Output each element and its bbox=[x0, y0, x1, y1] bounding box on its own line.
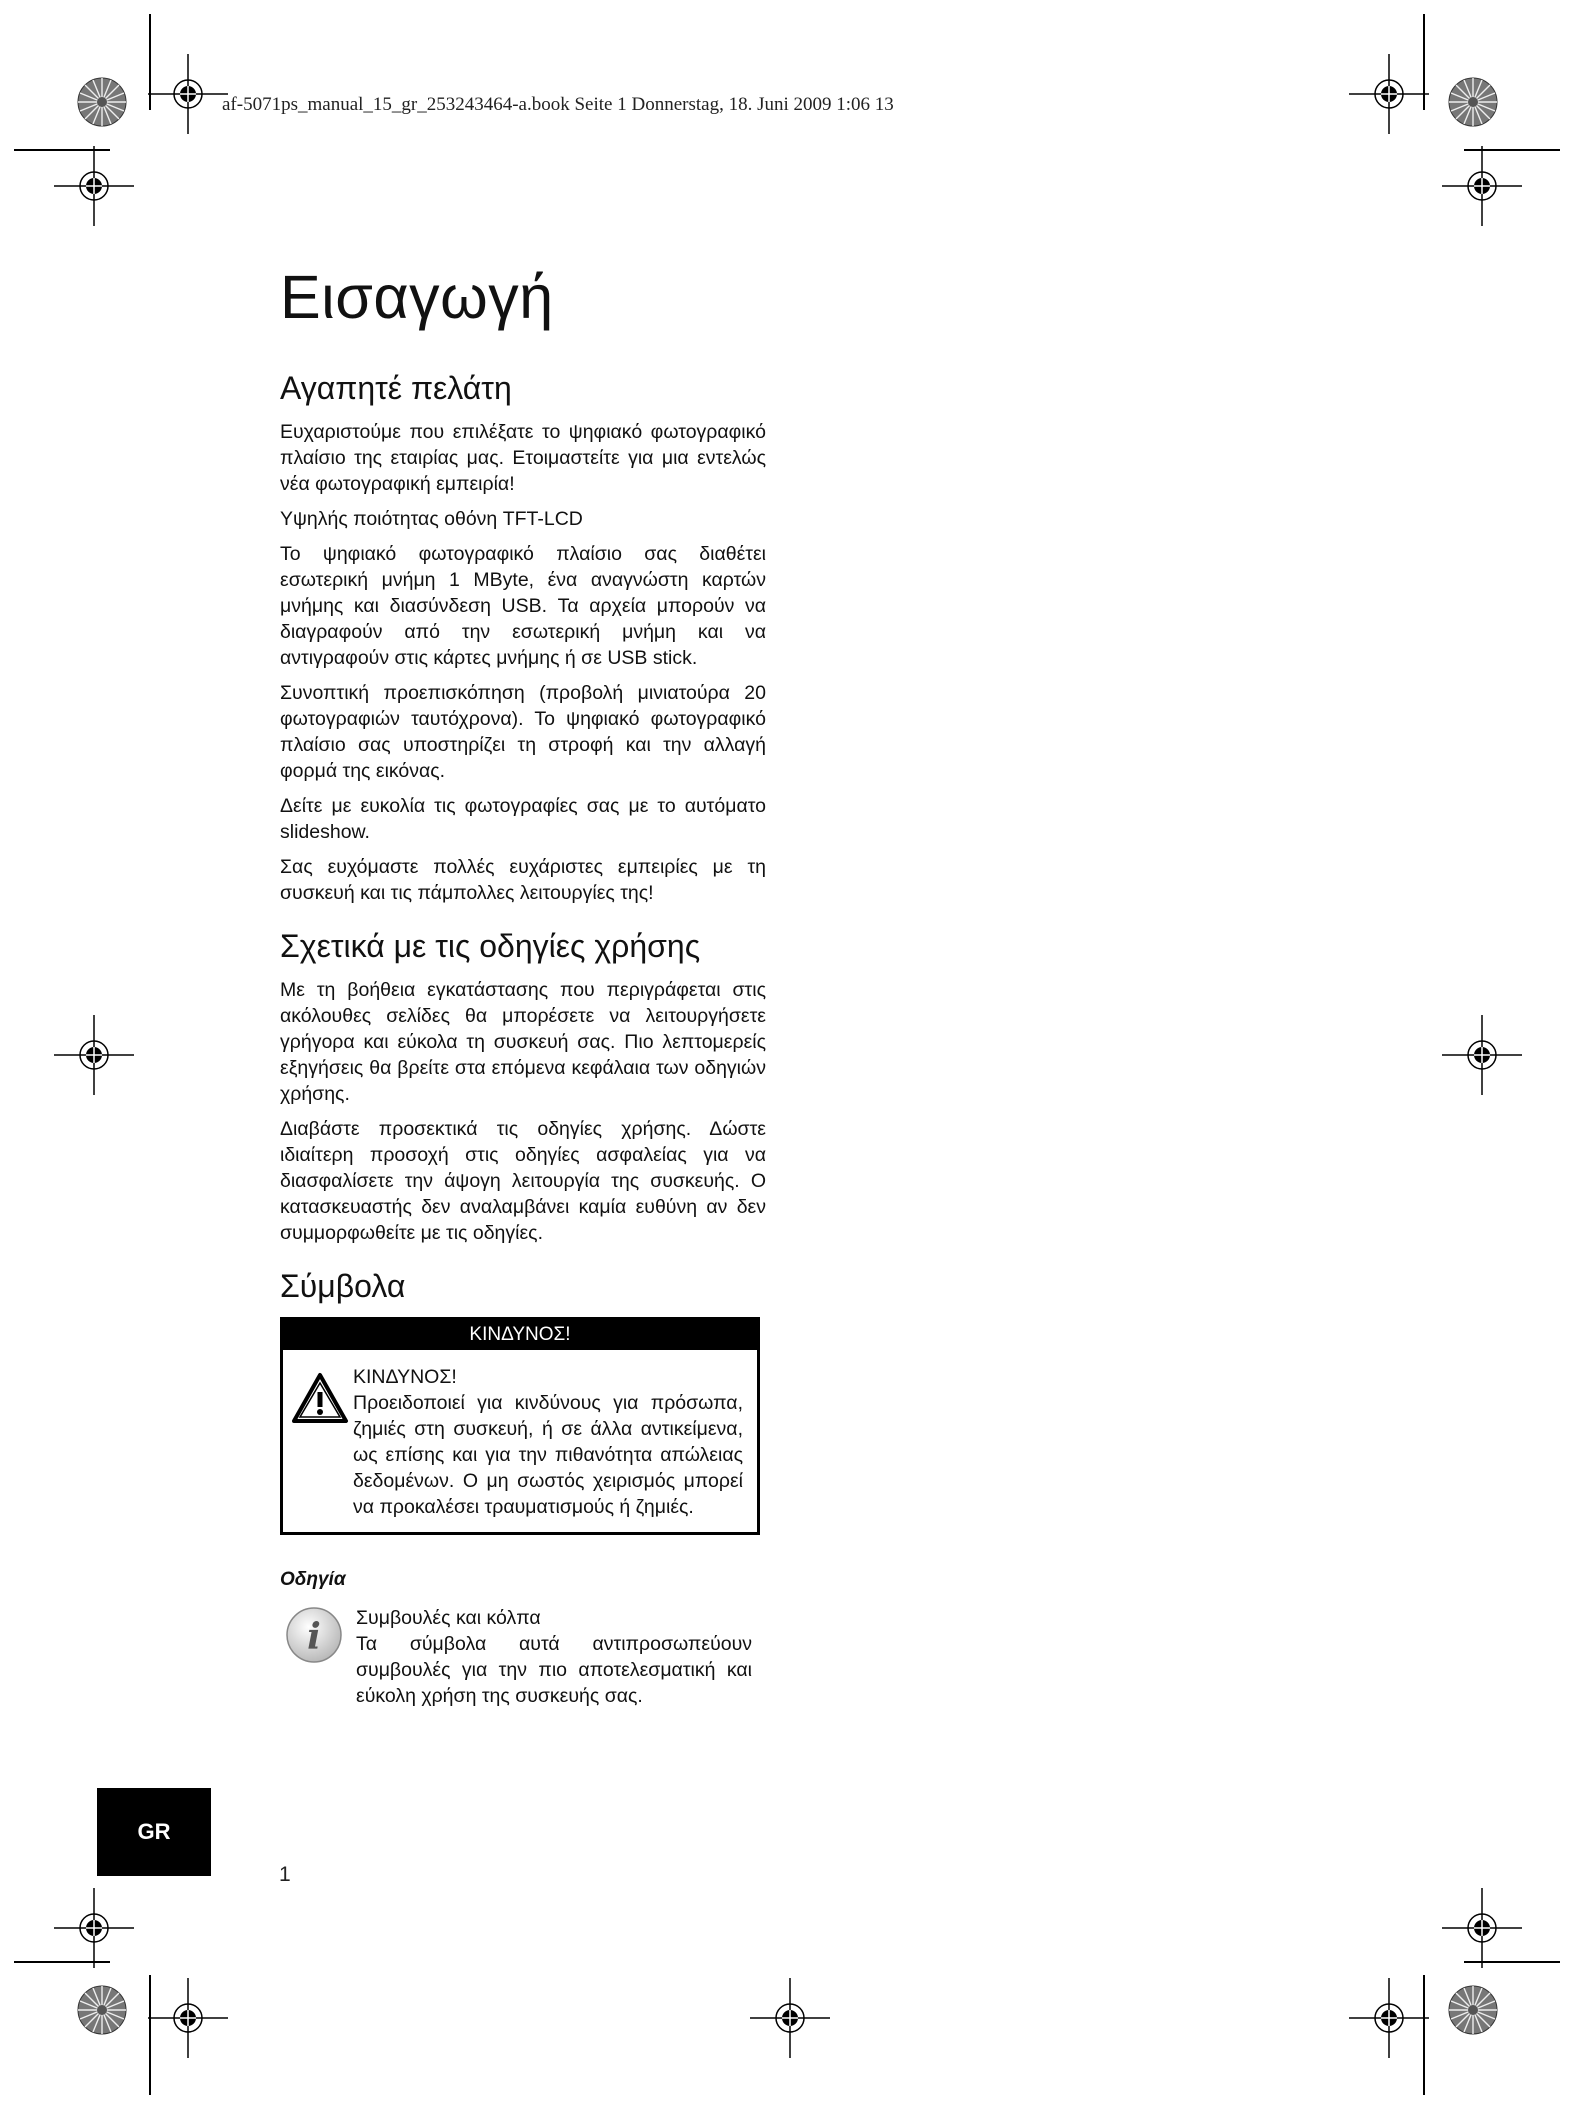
paragraph: Το ψηφιακό φωτογραφικό πλαίσιο σας διαθέτει εσωτερική μνήμη 1 MByte, ένα αναγνώστη καρτών μνήμης και διασύνδεση USB. Τα αρχεία μπορούν να διαγραφούν από την εσωτερική μνήμη και να αντιγραφούν στις κάρτες μνήμης ή σε USB stick. bbox=[280, 543, 766, 669]
note-block bbox=[280, 1605, 766, 1709]
print-header-line: af-5071ps_manual_15_gr_253243464-a.book Seite 1 Donnerstag, 18. Juni 2009 1:06 13 bbox=[222, 94, 894, 115]
svg-text:i: i bbox=[307, 1616, 321, 1658]
chapter-title: Εισαγωγή bbox=[280, 263, 554, 331]
danger-description: Προειδοποιεί για κινδύνους για πρόσωπα, ζημιές στη συσκευή, ή σε άλλα αντικείμενα, ως επίσης και για την πιθανότητα απώλειας δεδομένων. Ο μη σωστός χειρισμός μπορεί να προκαλέσει τραυματισμούς ή ζημιές. bbox=[353, 1392, 743, 1518]
danger-box bbox=[280, 1317, 760, 1535]
note-label: Οδηγία bbox=[280, 1569, 346, 1590]
paragraph: Σας ευχόμαστε πολλές ευχάριστες εμπειρίες με τη συσκευή και τις πάμπολλες λειτουργίες της! bbox=[280, 856, 766, 904]
section-heading: Αγαπητέ πελάτη bbox=[280, 370, 512, 406]
paragraph: Διαβάστε προσεκτικά τις οδηγίες χρήσης. Δώστε ιδιαίτερη προσοχή στις οδηγίες ασφαλείας για να διασφαλίσετε την άψογη λειτουργία της συσκευής. Ο κατασκευαστής δεν αναλαμβάνει καμία ευθύνη αν δεν συμμορφωθείτε με τις οδηγίες. bbox=[280, 1118, 766, 1244]
note-title: Συμβουλές και κόλπα bbox=[356, 1607, 541, 1629]
page-number: 1 bbox=[279, 1863, 291, 1886]
page-content bbox=[280, 262, 766, 1709]
language-tab: GR bbox=[97, 1788, 211, 1876]
note-description: Τα σύμβολα αυτά αντιπροσωπεύουν συμβουλές για την πιο αποτελεσματική και εύκολη χρήση της συσκευής σας. bbox=[356, 1633, 752, 1707]
paragraph: Με τη βοήθεια εγκατάστασης που περιγράφεται στις ακόλουθες σελίδες θα μπορέσετε να λειτουργήσετε γρήγορα και εύκολα τη συσκευή σας. Πιο λεπτομερείς εξηγήσεις θα βρείτε στα επόμενα κεφάλαια των οδηγιών χρήσης. bbox=[280, 979, 766, 1105]
section-dear-customer bbox=[280, 370, 766, 906]
section-symbols bbox=[280, 1268, 766, 1709]
danger-title: ΚΙΝΔΥΝΟΣ! bbox=[353, 1366, 457, 1388]
section-heading: Σχετικά με τις οδηγίες χρήσης bbox=[280, 928, 701, 964]
paragraph: Ευχαριστούμε που επιλέξατε το ψηφιακό φωτογραφικό πλαίσιο της εταιρίας μας. Ετοιμαστείτε για μια εντελώς νέα φωτογραφική εμπειρία! bbox=[280, 421, 766, 495]
section-heading: Σύμβολα bbox=[280, 1268, 406, 1304]
info-icon bbox=[280, 1605, 356, 1709]
paragraph: Δείτε με ευκολία τις φωτογραφίες σας με το αυτόματο slideshow. bbox=[280, 795, 766, 843]
paragraph: Συνοπτική προεπισκόπηση (προβολή μινιατούρα 20 φωτογραφιών ταυτόχρονα). Το ψηφιακό φωτογραφικό πλαίσιο σας υποστηρίζει τη στροφή και την αλλαγή φορμά της εικόνας. bbox=[280, 682, 766, 782]
danger-box-header: ΚΙΝΔΥΝΟΣ! bbox=[283, 1320, 757, 1350]
warning-triangle-icon bbox=[291, 1364, 353, 1520]
section-about-manual bbox=[280, 928, 766, 1246]
paragraph: Υψηλής ποιότητας οθόνη TFT-LCD bbox=[280, 508, 583, 530]
